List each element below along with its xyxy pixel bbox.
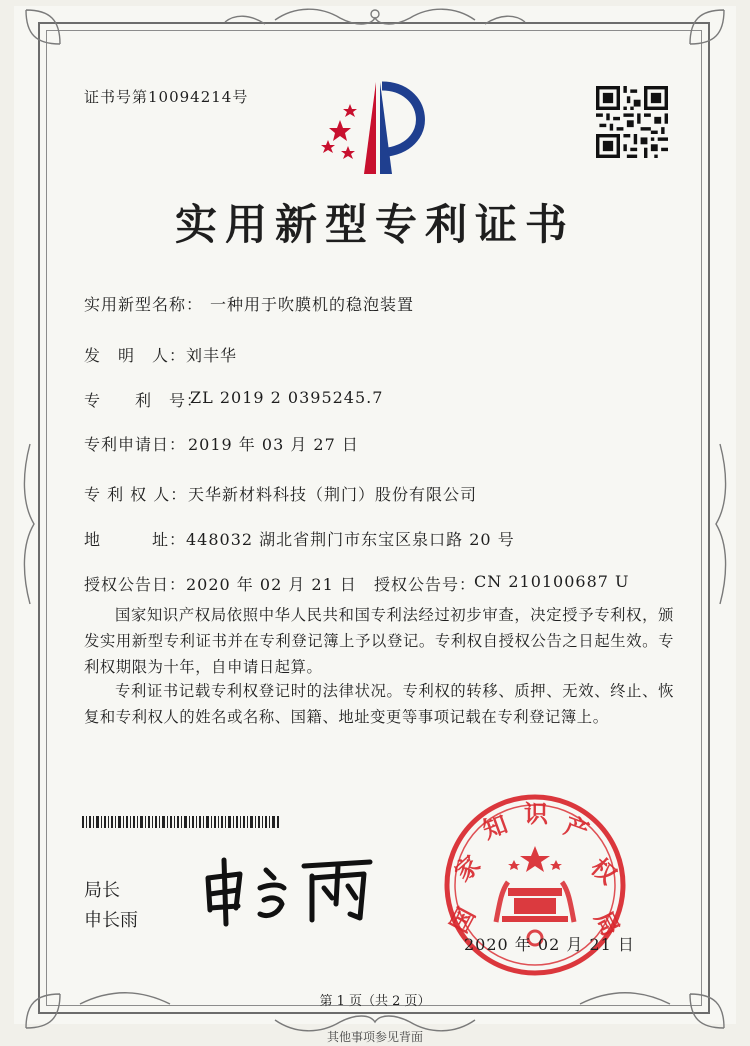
- signatory-title: 局长: [84, 880, 120, 901]
- grant-number-label: 授权公告号：: [374, 575, 477, 594]
- patentee-label: 专 利 权 人：: [84, 485, 188, 504]
- svg-text:国: 国: [444, 903, 481, 938]
- patent-number-value: ZL 2019 2 0395245.7: [190, 388, 384, 407]
- legal-status-paragraph: 专利证书记载专利权登记时的法律状况。专利权的转移、质押、无效、终止、恢复和专利权人的姓名或名称、国籍、地址变更等事项记载在专利登记簿上。: [84, 682, 674, 726]
- qr-code-icon: [596, 86, 668, 158]
- footnote: 其他事项参见背面: [326, 1030, 423, 1044]
- svg-text:家: 家: [449, 850, 486, 888]
- patent-number-label: 专 利 号：: [84, 391, 204, 410]
- inventor-label: 发 明 人：: [84, 346, 187, 365]
- grant-number-value: CN 210100687 U: [474, 572, 630, 591]
- page-indicator: 第 1 页（共 2 页）: [319, 994, 431, 1009]
- page-title: 实用新型专利证书: [174, 200, 575, 249]
- address-value: 448032 湖北省荆门市东宝区泉口路 20 号: [186, 530, 515, 549]
- name-value: 一种用于吹膜机的稳泡装置: [210, 295, 415, 314]
- filing-date-label: 专利申请日：: [84, 435, 187, 454]
- svg-text:权: 权: [585, 852, 622, 890]
- address-label: 地 址：: [84, 530, 187, 549]
- signatory-name: 申长雨: [84, 910, 138, 931]
- svg-text:识: 识: [524, 800, 548, 828]
- grant-statement-paragraph: 国家知识产权局依照中华人民共和国专利法经过初步审查，决定授予专利权，颁发实用新型专利证书并在专利登记簿上予以登记。专利权自授权公告之日起生效。专利权期限为十年，自申请日起算。: [84, 606, 674, 676]
- certificate-number: 证书号第10094214号: [84, 88, 249, 106]
- svg-text:局: 局: [588, 906, 625, 941]
- cnipa-logo-icon: [318, 74, 438, 184]
- name-label: 实用新型名称：: [84, 295, 204, 314]
- signature-icon: [200, 848, 380, 928]
- seal-date: 2020 年 02 月 21 日: [464, 935, 635, 954]
- filing-date-value: 2019 年 03 月 27 日: [188, 435, 359, 454]
- patentee-value: 天华新材料科技（荆门）股份有限公司: [188, 485, 478, 504]
- barcode-icon: [82, 816, 282, 828]
- grant-date-value: 2020 年 02 月 21 日: [186, 575, 357, 594]
- inventor-value: 刘丰华: [186, 346, 238, 365]
- grant-date-label: 授权公告日：: [84, 575, 187, 594]
- svg-text:知: 知: [479, 810, 512, 845]
- svg-text:产: 产: [560, 811, 593, 847]
